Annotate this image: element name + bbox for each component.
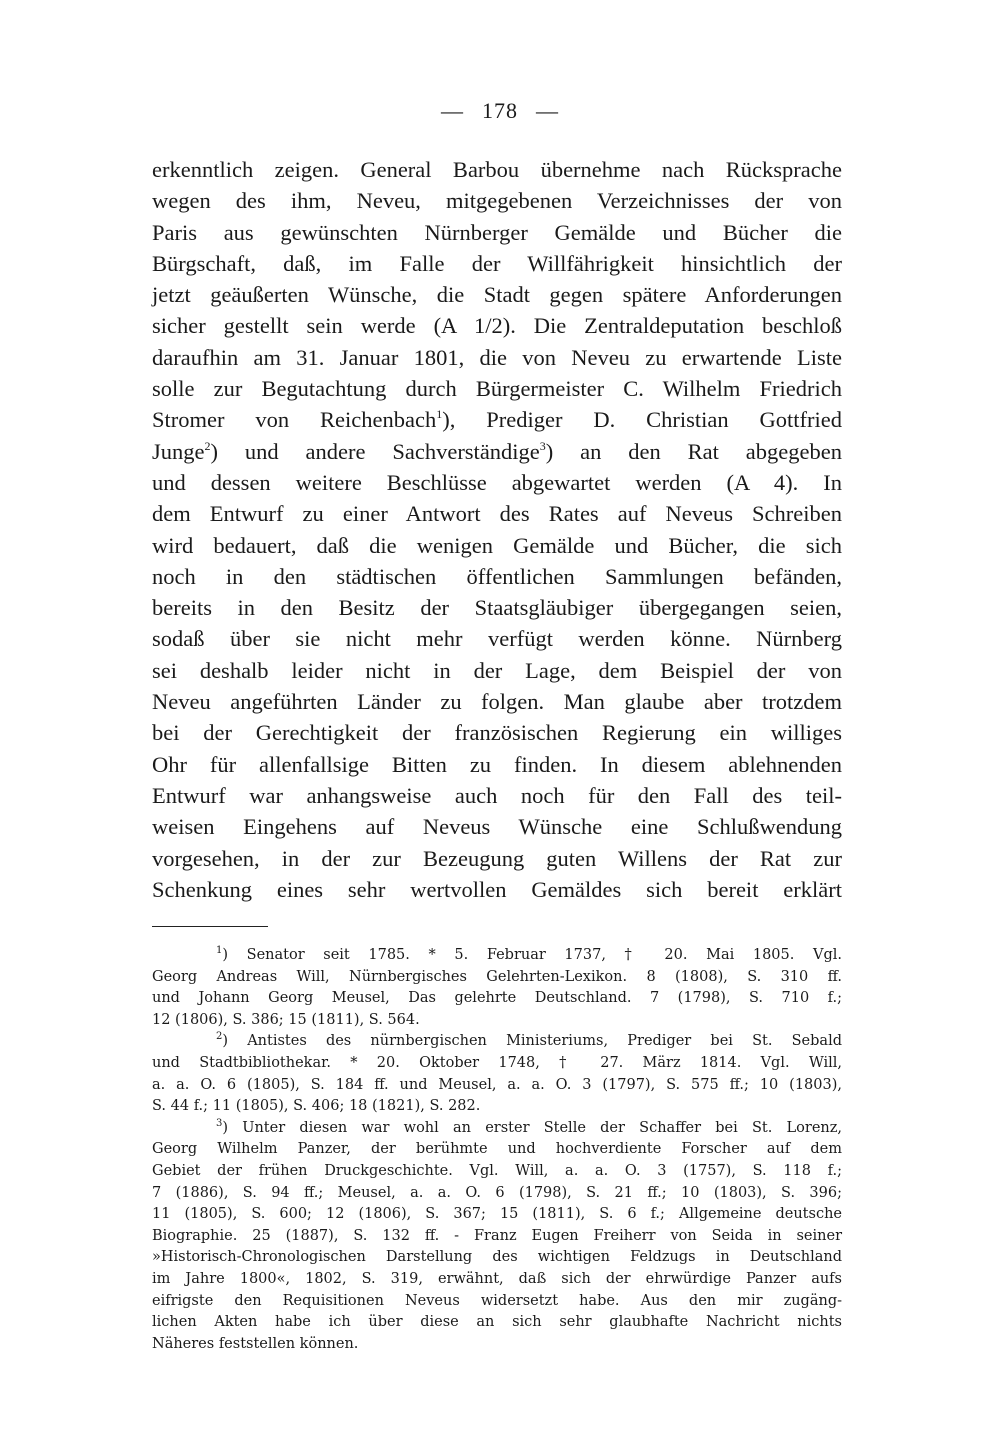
body-text: [152, 154, 842, 905]
body-line: Ohr für allenfallsige Bitten zu finden. In diesem ablehnenden: [152, 751, 842, 777]
footnote-3-line: Biographie. 25 (1887), S. 132 ff. - Franz Eugen Freiherr von Seida in seiner: [152, 1227, 842, 1244]
footnote-1-line: [152, 945, 842, 967]
footnote-3-line: Georg Wilhelm Panzer, der berühmte und hochverdiente Forscher auf dem: [152, 1141, 842, 1158]
page-number: [0, 98, 1000, 124]
body-line: sei deshalb leider nicht in der Lage, dem Beispiel der von: [152, 657, 842, 683]
footnote-3-line: lichen Akten habe ich über diese an sich sehr glaubhafte Nachricht nichts: [152, 1314, 842, 1331]
footnote-text: ) Senator seit 1785. * 5. Februar 1737, † 20. Mai 1805. Vgl.: [222, 947, 842, 963]
body-line: Schenkung eines sehr wertvollen Gemäldes sich bereit erklärt: [152, 876, 842, 902]
body-line: erkenntlich zeigen. General Barbou übernehme nach Rücksprache: [152, 157, 842, 182]
body-line: Neveu angeführten Länder zu folgen. Man glaube aber trotzdem: [152, 689, 842, 715]
footnote-2-line: und Stadtbibliothekar. * 20. Oktober 1748, † 27. März 1814. Vgl. Will,: [152, 1054, 842, 1071]
body-line: Entwurf war anhangsweise auch noch für den Fall des teil-: [152, 782, 842, 808]
footnote-3-line: im Jahre 1800«, 1802, S. 319, erwähnt, daß sich der ehrwürdige Panzer aufs: [152, 1270, 842, 1287]
footnote-1-line: Georg Andreas Will, Nürnbergisches Gelehrten-Lexikon. 8 (1808), S. 310 ff.: [152, 968, 842, 985]
body-line: dem Entwurf zu einer Antwort des Rates auf Neveus Schreiben: [152, 501, 842, 527]
footnote-reference: 2: [204, 438, 211, 453]
footnote-2-line: [152, 1031, 842, 1053]
body-line: wegen des ihm, Neveu, mitgegebenen Verzeichnisses der von: [152, 188, 842, 214]
body-line-text: ) an den Rat abgegeben: [545, 438, 842, 464]
body-line: sodaß über sie nicht mehr verfügt werden könne. Nürnberg: [152, 626, 842, 652]
footnote-text: ) Antistes des nürnbergischen Ministeriums, Prediger bei St. Sebald: [222, 1033, 842, 1050]
body-line: weisen Eingehens auf Neveus Wünsche eine Schlußwendung: [152, 814, 842, 840]
footnote-3-line: [152, 1118, 842, 1140]
footnote-reference: 3: [539, 438, 546, 453]
page-number-value: 178: [482, 98, 518, 123]
page-number-dash-left: —: [441, 98, 464, 123]
footnote-2-line: a. a. O. 6 (1805), S. 184 ff. und Meusel, a. a. O. 3 (1797), S. 575 ff.; 10 (1803),: [152, 1076, 842, 1093]
body-line: solle zur Begutachtung durch Bürgermeister C. Wilhelm Friedrich: [152, 376, 842, 402]
footnote-3-line: »Historisch-Chronologischen Darstellung des wichtigen Feldzugs in Deutschland: [152, 1249, 842, 1266]
body-line: sicher gestellt sein werde (A 1/2). Die Zentraldeputation beschloß: [152, 313, 842, 339]
footnote-3-line: Näheres feststellen können.: [152, 1335, 359, 1352]
body-line: Paris aus gewünschten Nürnberger Gemälde und Bücher die: [152, 219, 842, 245]
body-line: daraufhin am 31. Januar 1801, die von Neveu zu erwartende Liste: [152, 344, 842, 370]
footnote-2-line: S. 44 f.; 11 (1805), S. 406; 18 (1821), S. 282.: [152, 1098, 481, 1115]
body-line: und dessen weitere Beschlüsse abgewartet werden (A 4). In: [152, 469, 842, 495]
footnotes: [152, 945, 842, 1355]
body-line: Bürgschaft, daß, im Falle der Willfährigkeit hinsichtlich der: [152, 250, 842, 276]
footnote-separator-rule: [152, 926, 268, 927]
body-line: jetzt geäußerten Wünsche, die Stadt gegen spätere Anforderungen: [152, 282, 842, 308]
body-line-with-footnote: [152, 404, 842, 435]
body-line-text: ), Prediger D. Christian Gottfried: [442, 407, 843, 433]
footnote-3-line: Gebiet der frühen Druckgeschichte. Vgl. Will, a. a. O. 3 (1757), S. 118 f.;: [152, 1162, 842, 1179]
body-line-text: Junge: [152, 438, 205, 464]
footnote-3-line: 7 (1886), S. 94 ff.; Meusel, a. a. O. 6 (1798), S. 21 ff.; 10 (1803), S. 396;: [152, 1184, 842, 1201]
footnote-marker: 1: [216, 945, 223, 956]
body-line: vorgesehen, in der zur Bezeugung guten Willens der Rat zur: [152, 845, 842, 871]
body-line: noch in den städtischen öffentlichen Sammlungen befänden,: [152, 563, 842, 589]
footnote-1-line: und Johann Georg Meusel, Das gelehrte Deutschland. 7 (1798), S. 710 f.;: [152, 990, 842, 1007]
footnote-3-line: eifrigste den Requisitionen Neveus widersetzt habe. Aus den mir zugäng-: [152, 1292, 842, 1309]
footnote-marker: 3: [216, 1117, 223, 1129]
footnote-marker: 2: [216, 1031, 223, 1043]
footnote-1-line: 12 (1806), S. 386; 15 (1811), S. 564.: [152, 1011, 420, 1028]
body-line: bei der Gerechtigkeit der französischen Regierung ein williges: [152, 720, 842, 746]
body-line-text: ) und andere Sachverständige: [210, 438, 540, 464]
footnote-reference: 1: [436, 407, 443, 422]
footnote-text: ) Unter diesen war wohl an erster Stelle der Schaffer bei St. Lorenz,: [222, 1119, 842, 1136]
body-line-with-footnote: [152, 436, 842, 467]
body-line-text: Stromer von Reichenbach: [152, 407, 437, 433]
body-line: bereits in den Besitz der Staatsgläubiger übergegangen seien,: [152, 595, 842, 621]
body-line: wird bedauert, daß die wenigen Gemälde und Bücher, die sich: [152, 532, 842, 558]
page-number-dash-right: —: [536, 98, 559, 123]
footnote-3-line: 11 (1805), S. 600; 12 (1806), S. 367; 15 (1811), S. 6 f.; Allgemeine deutsche: [152, 1206, 842, 1223]
